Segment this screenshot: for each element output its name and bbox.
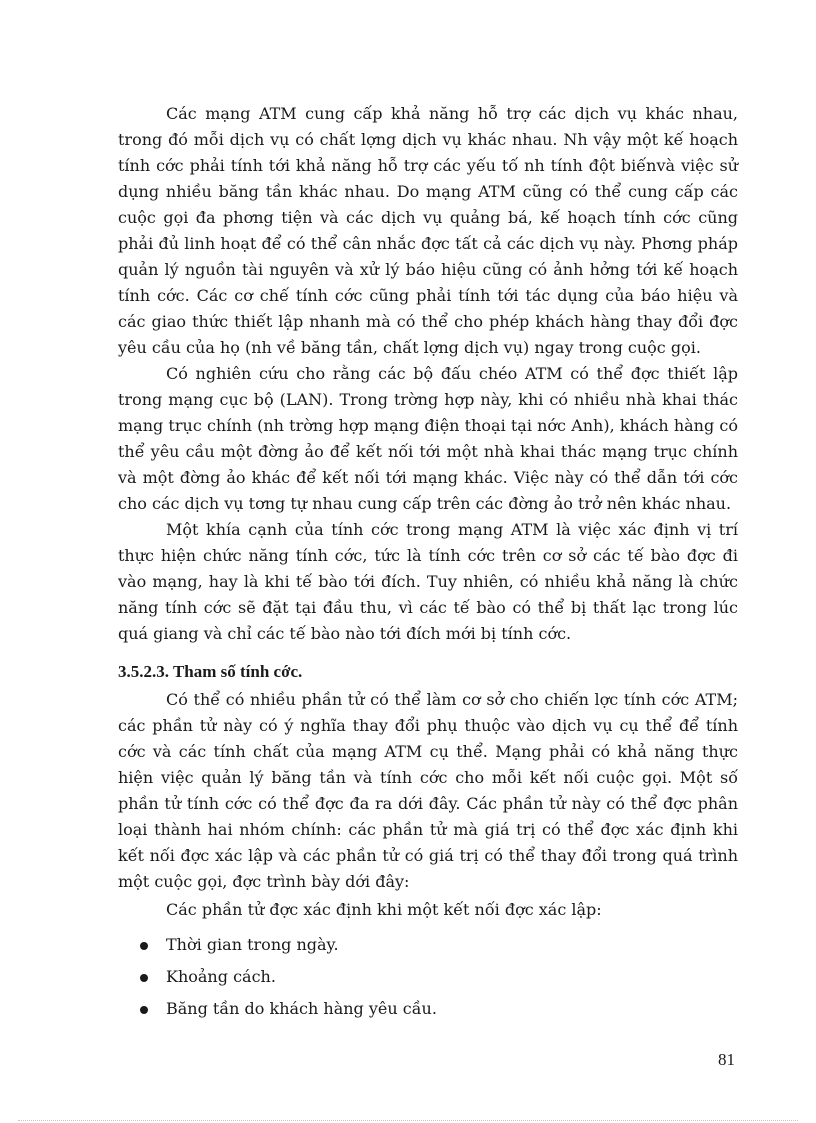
list-intro: Các phần tử đợc xác định khi một kết nối đợc xác lập: [166, 900, 602, 919]
bullet-icon [140, 1006, 148, 1014]
section-body-paragraph: Có thể có nhiều phần tử có thể làm cơ sở cho chiến lợc tính cớc ATM; các phần tử này có ý nghĩa thay đổi phụ thuộc vào dịch vụ cụ thể để tính cớc và các tính chất của mạng ATM cụ thể. Mạng phải có khả năng thực hiện việc quản lý băng tần và tính cớc cho mỗi kết nối cuộc gọi. Một số phần tử tính cớc có thể đợc đa ra dới đây. Các phần tử này có thể đợc phân loại thành hai nhóm chính: các phần tử mà giá trị có thể đợc xác định khi kết nối đợc xác lập và các phần tử có giá trị có thể thay đổi trong quá trình một cuộc gọi, đợc trình bày dới đây: [118, 690, 738, 891]
paragraph-charging-location: Một khía cạnh của tính cớc trong mạng ATM là việc xác định vị trí thực hiện chức năng tính cớc, tức là tính cớc trên cơ sở các tế bào đợc đi vào mạng, hay là khi tế bào tới đích. Tuy nhiên, có nhiều khả năng là chức năng tính cớc sẽ đặt tại đầu thu, vì các tế bào có thể bị thất lạc trong lúc quá giang và chỉ các tế bào nào tới đích mới bị tính cớc. [118, 520, 738, 643]
list-item-text: Khoảng cách. [166, 967, 276, 986]
list-item [118, 961, 738, 993]
section-heading: 3.5.2.3. Tham số tính cớc. [118, 662, 303, 681]
bullet-icon [140, 974, 148, 982]
bullet-icon [140, 942, 148, 950]
page-number: 81 [718, 1050, 735, 1069]
list-item-text: Băng tần do khách hàng yêu cầu. [166, 999, 437, 1018]
list-item [118, 929, 738, 961]
parameter-list [118, 929, 738, 1025]
paragraph-atm-crossconnect: Có nghiên cứu cho rằng các bộ đấu chéo ATM có thể đợc thiết lập trong mạng cục bộ (LAN). Trong trờng hợp này, khi có nhiều nhà khai thác mạng trục chính (nh trờng hợp mạng điện thoại tại nớc Anh), khách hàng có thể yêu cầu một đờng ảo để kết nối tới một nhà khai thác mạng trục chính và một đờng ảo khác để kết nối tới mạng khác. Việc này có thể dẫn tới cớc cho các dịch vụ tơng tự nhau cung cấp trên các đờng ảo trở nên khác nhau. [118, 364, 738, 513]
list-item [118, 993, 738, 1025]
page-content [118, 101, 738, 1025]
footer-divider [18, 1120, 798, 1121]
paragraph-atm-services: Các mạng ATM cung cấp khả năng hỗ trợ các dịch vụ khác nhau, trong đó mỗi dịch vụ có chất lợng dịch vụ khác nhau. Nh vậy một kế hoạch tính cớc phải tính tới khả năng hỗ trợ các yếu tố nh tính đột biếnvà việc sử dụng nhiều băng tần khác nhau. Do mạng ATM cũng có thể cung cấp các cuộc gọi đa phơng tiện và các dịch vụ quảng bá, kế hoạch tính cớc cũng phải đủ linh hoạt để có thể cân nhắc đợc tất cả các dịch vụ này. Phơng pháp quản lý nguồn tài nguyên và xử lý báo hiệu cũng có ảnh hởng tới kế hoạch tính cớc. Các cơ chế tính cớc cũng phải tính tới tác dụng của báo hiệu và các giao thức thiết lập nhanh mà có thể cho phép khách hàng thay đổi đợc yêu cầu của họ (nh về băng tần, chất lợng dịch vụ) ngay trong cuộc gọi. [118, 104, 738, 357]
list-item-text: Thời gian trong ngày. [166, 935, 339, 954]
